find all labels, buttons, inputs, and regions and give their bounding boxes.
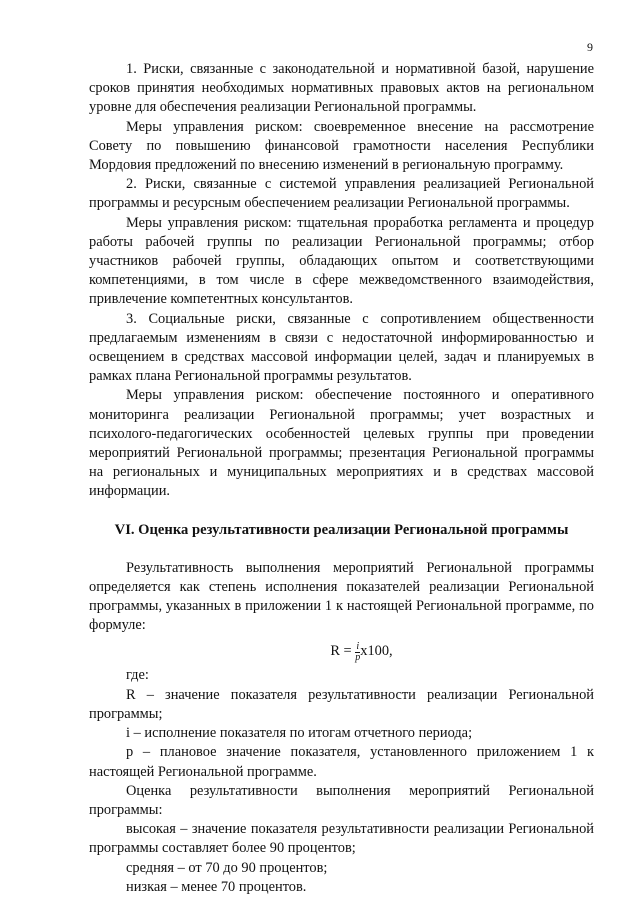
paragraph: Меры управления риском: обеспечение постоянного и оперативного мониторинга реализации Региональной программы; учет возрастных и психолого-педагогических особенностей целевых группы при проведении мероприятий Региональной программы; презентация Региональной программы на региональных и муниципальных мероприятиях и в средствах массовой информации.	[89, 387, 594, 500]
paragraph: p – плановое значение показателя, установленного приложением 1 к настоящей Региональной программе.	[89, 744, 594, 780]
paragraph: Меры управления риском: своевременное внесение на рассмотрение Совету по повышению финансовой грамотности населения Республики Мордовия предложений по внесению изменений в региональную программу.	[89, 118, 594, 174]
paragraph: средняя – от 70 до 90 процентов;	[126, 859, 328, 876]
paragraph: высокая – значение показателя результативности реализации Региональной программы составляет более 90 процентов;	[89, 821, 594, 857]
formula-numerator: i	[356, 640, 360, 652]
formula-rhs: x100,	[360, 643, 393, 660]
page-content	[89, 60, 594, 897]
paragraph: низкая – менее 70 процентов.	[126, 878, 307, 895]
formula-denominator: p	[355, 651, 361, 663]
paragraph: R – значение показателя результативности реализации Региональной программы;	[89, 686, 594, 722]
paragraph: i – исполнение показателя по итогам отчетного периода;	[126, 725, 473, 742]
paragraph: Меры управления риском: тщательная проработка регламента и процедур работы рабочей группы по реализации Региональной программы; отбор участников рабочей группы, обладающих опытом и соответствующими компетенциями, в том числе в сфере межведомственного взаимодействия, привлечение компетентных консультантов.	[89, 214, 594, 308]
formula	[129, 638, 594, 664]
paragraph: 3. Социальные риски, связанные с сопротивлением общественности предлагаемым изменениям в связи с недостаточной информированностью и освещением в средствах массовой информации целей, задач и планируемых в рамках плана Региональной программы результатов.	[89, 310, 594, 385]
paragraph: 1. Риски, связанные с законодательной и нормативной базой, нарушение сроков принятия необходимых нормативных правовых актов на региональном уровне для обеспечения реализации Региональной программы.	[89, 61, 594, 116]
where-label: где:	[126, 667, 149, 684]
formula-lhs: R =	[330, 643, 352, 660]
section-heading: VI. Оценка результативности реализации Региональной программы	[114, 521, 569, 538]
paragraph: Оценка результативности выполнения мероприятий Региональной программы:	[89, 782, 594, 818]
intro-paragraph: Результативность выполнения мероприятий Региональной программы определяется как степень исполнения показателей реализации Региональной программы, указанных в приложении 1 к настоящей Региональной программе, по формуле:	[89, 559, 594, 634]
page-number: 9	[587, 40, 593, 54]
paragraph: 2. Риски, связанные с системой управления реализацией Региональной программы и ресурсным обеспечением реализации Региональной программы.	[89, 176, 594, 212]
